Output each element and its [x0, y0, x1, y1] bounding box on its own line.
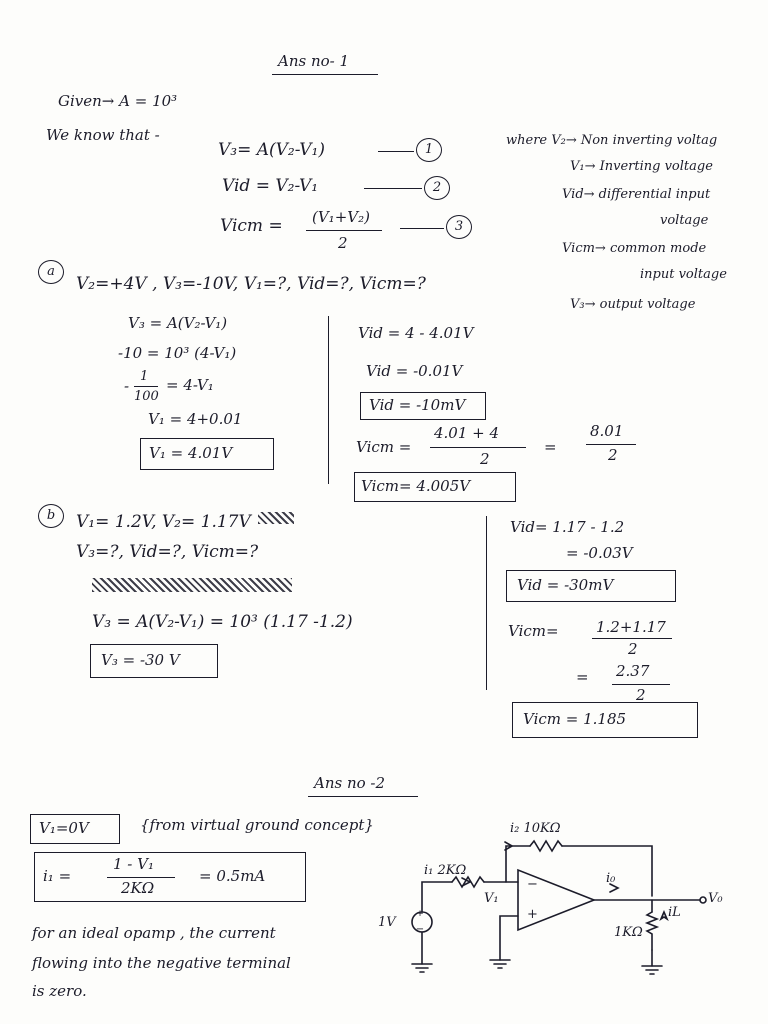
- i1-lhs: i₁ =: [43, 867, 72, 885]
- where-line-7: V₃→ output voltage: [570, 297, 696, 312]
- part-a-line-3-denominator: 100: [134, 389, 159, 404]
- part-a-label: a: [38, 260, 64, 284]
- voltage-source-1v: [412, 912, 432, 932]
- part-b-v3-result: V₃ = -30 V: [101, 651, 180, 669]
- part-a-vid-result: Vid = -10mV: [369, 396, 466, 414]
- part-a-line-3-numerator: 1: [140, 369, 149, 384]
- eq1-number: 1: [416, 138, 442, 162]
- part-b-vid-line-2: = -0.03V: [566, 544, 633, 562]
- part-b-v3-box: [90, 644, 218, 678]
- load-resistor-label: 1KΩ: [614, 925, 643, 940]
- part-a-vicm-bar: [430, 447, 526, 448]
- v1-zero-box: [30, 814, 120, 844]
- vo-label: V₀: [708, 891, 723, 906]
- explanation-line-2: flowing into the negative terminal: [32, 954, 291, 972]
- opamp-minus-sign: −: [527, 877, 538, 892]
- opamp-plus-sign: +: [527, 907, 538, 922]
- part-b-vid-line-1: Vid= 1.17 - 1.2: [510, 518, 625, 536]
- ans2-heading: Ans no -2: [314, 774, 386, 792]
- ans1-heading: Ans no- 1: [278, 52, 350, 70]
- eq2-dash: [364, 188, 422, 189]
- eq3-numerator: (V₁+V₂): [312, 208, 370, 226]
- explanation-line-3: is zero.: [32, 982, 87, 1000]
- part-a-vicm-numerator: 4.01 + 4: [434, 424, 500, 442]
- source-ground-symbol: [412, 964, 432, 972]
- part-a-vicm-box: [354, 472, 516, 502]
- i1-result: = 0.5mA: [199, 867, 266, 885]
- part-a-vicm-equals: =: [544, 438, 557, 456]
- crossed-out-value: [258, 512, 294, 524]
- where-line-4: voltage: [660, 213, 709, 228]
- i2-arrow: [505, 842, 512, 850]
- we-know-that: We know that -: [46, 126, 160, 144]
- il-label: iL: [668, 905, 681, 920]
- load-resistor-1k: [647, 912, 657, 950]
- part-b-vicm-numerator-2: 2.37: [616, 662, 650, 680]
- where-line-6: input voltage: [640, 267, 727, 282]
- part-a-vicm-bar-2: [586, 444, 636, 445]
- output-terminal: [700, 897, 706, 903]
- i1-arrow: [462, 878, 470, 886]
- svg-text:+: +: [416, 909, 424, 919]
- ans2-underline: [308, 796, 418, 797]
- part-b-vicm-denominator-2: 2: [636, 686, 646, 704]
- part-a-line-3-bar: [134, 386, 158, 387]
- part-b-given-2: V₃=?, Vid=?, Vicm=?: [76, 542, 259, 562]
- eq3-fraction-bar: [306, 230, 382, 231]
- ans1-underline: [272, 74, 378, 75]
- part-a-line-2: -10 = 10³ (4-V₁): [118, 344, 237, 362]
- part-a-line-4: V₁ = 4+0.01: [148, 410, 243, 428]
- source-to-r1-wire: [422, 882, 452, 912]
- part-b-vicm-equals: =: [576, 668, 589, 686]
- part-b-vicm-bar-2: [612, 684, 670, 685]
- part-b-vicm-lhs: Vicm=: [508, 622, 559, 640]
- i1-denominator: 2KΩ: [121, 879, 155, 897]
- virtual-ground-note: {from virtual ground concept}: [140, 816, 374, 834]
- part-a-given: V₂=+4V , V₃=-10V, V₁=?, Vid=?, Vicm=?: [76, 274, 426, 294]
- part-b-vicm-box: [512, 702, 698, 738]
- where-line-2: V₁→ Inverting voltage: [570, 159, 713, 174]
- eq2: Vid = V₂-V₁: [222, 176, 319, 196]
- io-label: i₀: [606, 871, 616, 886]
- opamp-ground-symbol: [490, 960, 510, 968]
- eq3-dash: [400, 228, 444, 229]
- where-line-3: Vid→ differential input: [562, 187, 711, 202]
- part-a-vicm-denominator: 2: [480, 450, 490, 468]
- part-b-vicm-numerator: 1.2+1.17: [596, 618, 666, 636]
- eq3-number: 3: [446, 215, 472, 239]
- part-a-line-1: V₃ = A(V₂-V₁): [128, 314, 228, 332]
- i1-resistor-label: i₁ 2KΩ: [424, 863, 467, 878]
- part-b-vicm-result: Vicm = 1.185: [523, 710, 627, 728]
- eq2-number: 2: [424, 176, 450, 200]
- part-a-vid-box: [360, 392, 486, 420]
- part-a-line-3-minus: -: [124, 377, 130, 395]
- part-a-line-3: = 4-V₁: [166, 376, 214, 394]
- input-resistor-2k: [452, 877, 484, 887]
- where-line-5: Vicm→ common mode: [562, 241, 707, 256]
- eq1-dash: [378, 151, 414, 152]
- crossed-out-line: [92, 578, 292, 592]
- given-gain: Given→ A = 10³: [58, 92, 178, 110]
- part-a-divider: [328, 316, 329, 484]
- i1-bar: [107, 877, 175, 878]
- part-a-result-v1-box: [140, 438, 274, 470]
- feedback-resistor-10k: [530, 841, 562, 851]
- part-a-vid-line-1: Vid = 4 - 4.01V: [358, 324, 474, 342]
- part-b-divider: [486, 516, 487, 690]
- part-a-vicm-denominator-2: 2: [608, 446, 618, 464]
- eq3-lhs: Vicm =: [220, 216, 283, 236]
- load-ground-symbol: [642, 966, 662, 974]
- svg-text:−: −: [415, 924, 425, 935]
- part-b-vicm-denominator: 2: [628, 640, 638, 658]
- i2-resistor-label: i₂ 10KΩ: [510, 821, 561, 836]
- part-b-vicm-bar: [592, 638, 672, 639]
- eq1: V₃= A(V₂-V₁): [218, 140, 325, 160]
- part-a-vicm-lhs: Vicm =: [356, 438, 412, 456]
- part-b-vid-result: Vid = -30mV: [517, 576, 614, 594]
- part-a-vicm-result: Vicm= 4.005V: [361, 477, 471, 495]
- explanation-line-1: for an ideal opamp , the current: [32, 924, 276, 942]
- v1-zero: V₁=0V: [39, 819, 89, 837]
- il-arrow: [661, 912, 667, 919]
- part-a-vicm-numerator-2: 8.01: [590, 422, 624, 440]
- eq3-denominator: 2: [338, 234, 348, 252]
- noninverting-ground-wire: [500, 916, 518, 960]
- i1-numerator: 1 - V₁: [113, 855, 154, 873]
- part-b-given-1: V₁= 1.2V, V₂= 1.17V: [76, 512, 251, 532]
- part-b-vid-box: [506, 570, 676, 602]
- where-line-1: where V₂→ Non inverting voltag: [506, 133, 718, 148]
- part-b-line-1: V₃ = A(V₂-V₁) = 10³ (1.17 -1.2): [92, 612, 353, 632]
- part-a-vid-line-2: Vid = -0.01V: [366, 362, 463, 380]
- part-b-label: b: [38, 504, 64, 528]
- v1-node-label: V₁: [484, 891, 499, 906]
- part-a-result-v1: V₁ = 4.01V: [149, 444, 233, 462]
- i1-equation-box: [34, 852, 306, 902]
- source-voltage-label: 1V: [378, 915, 396, 930]
